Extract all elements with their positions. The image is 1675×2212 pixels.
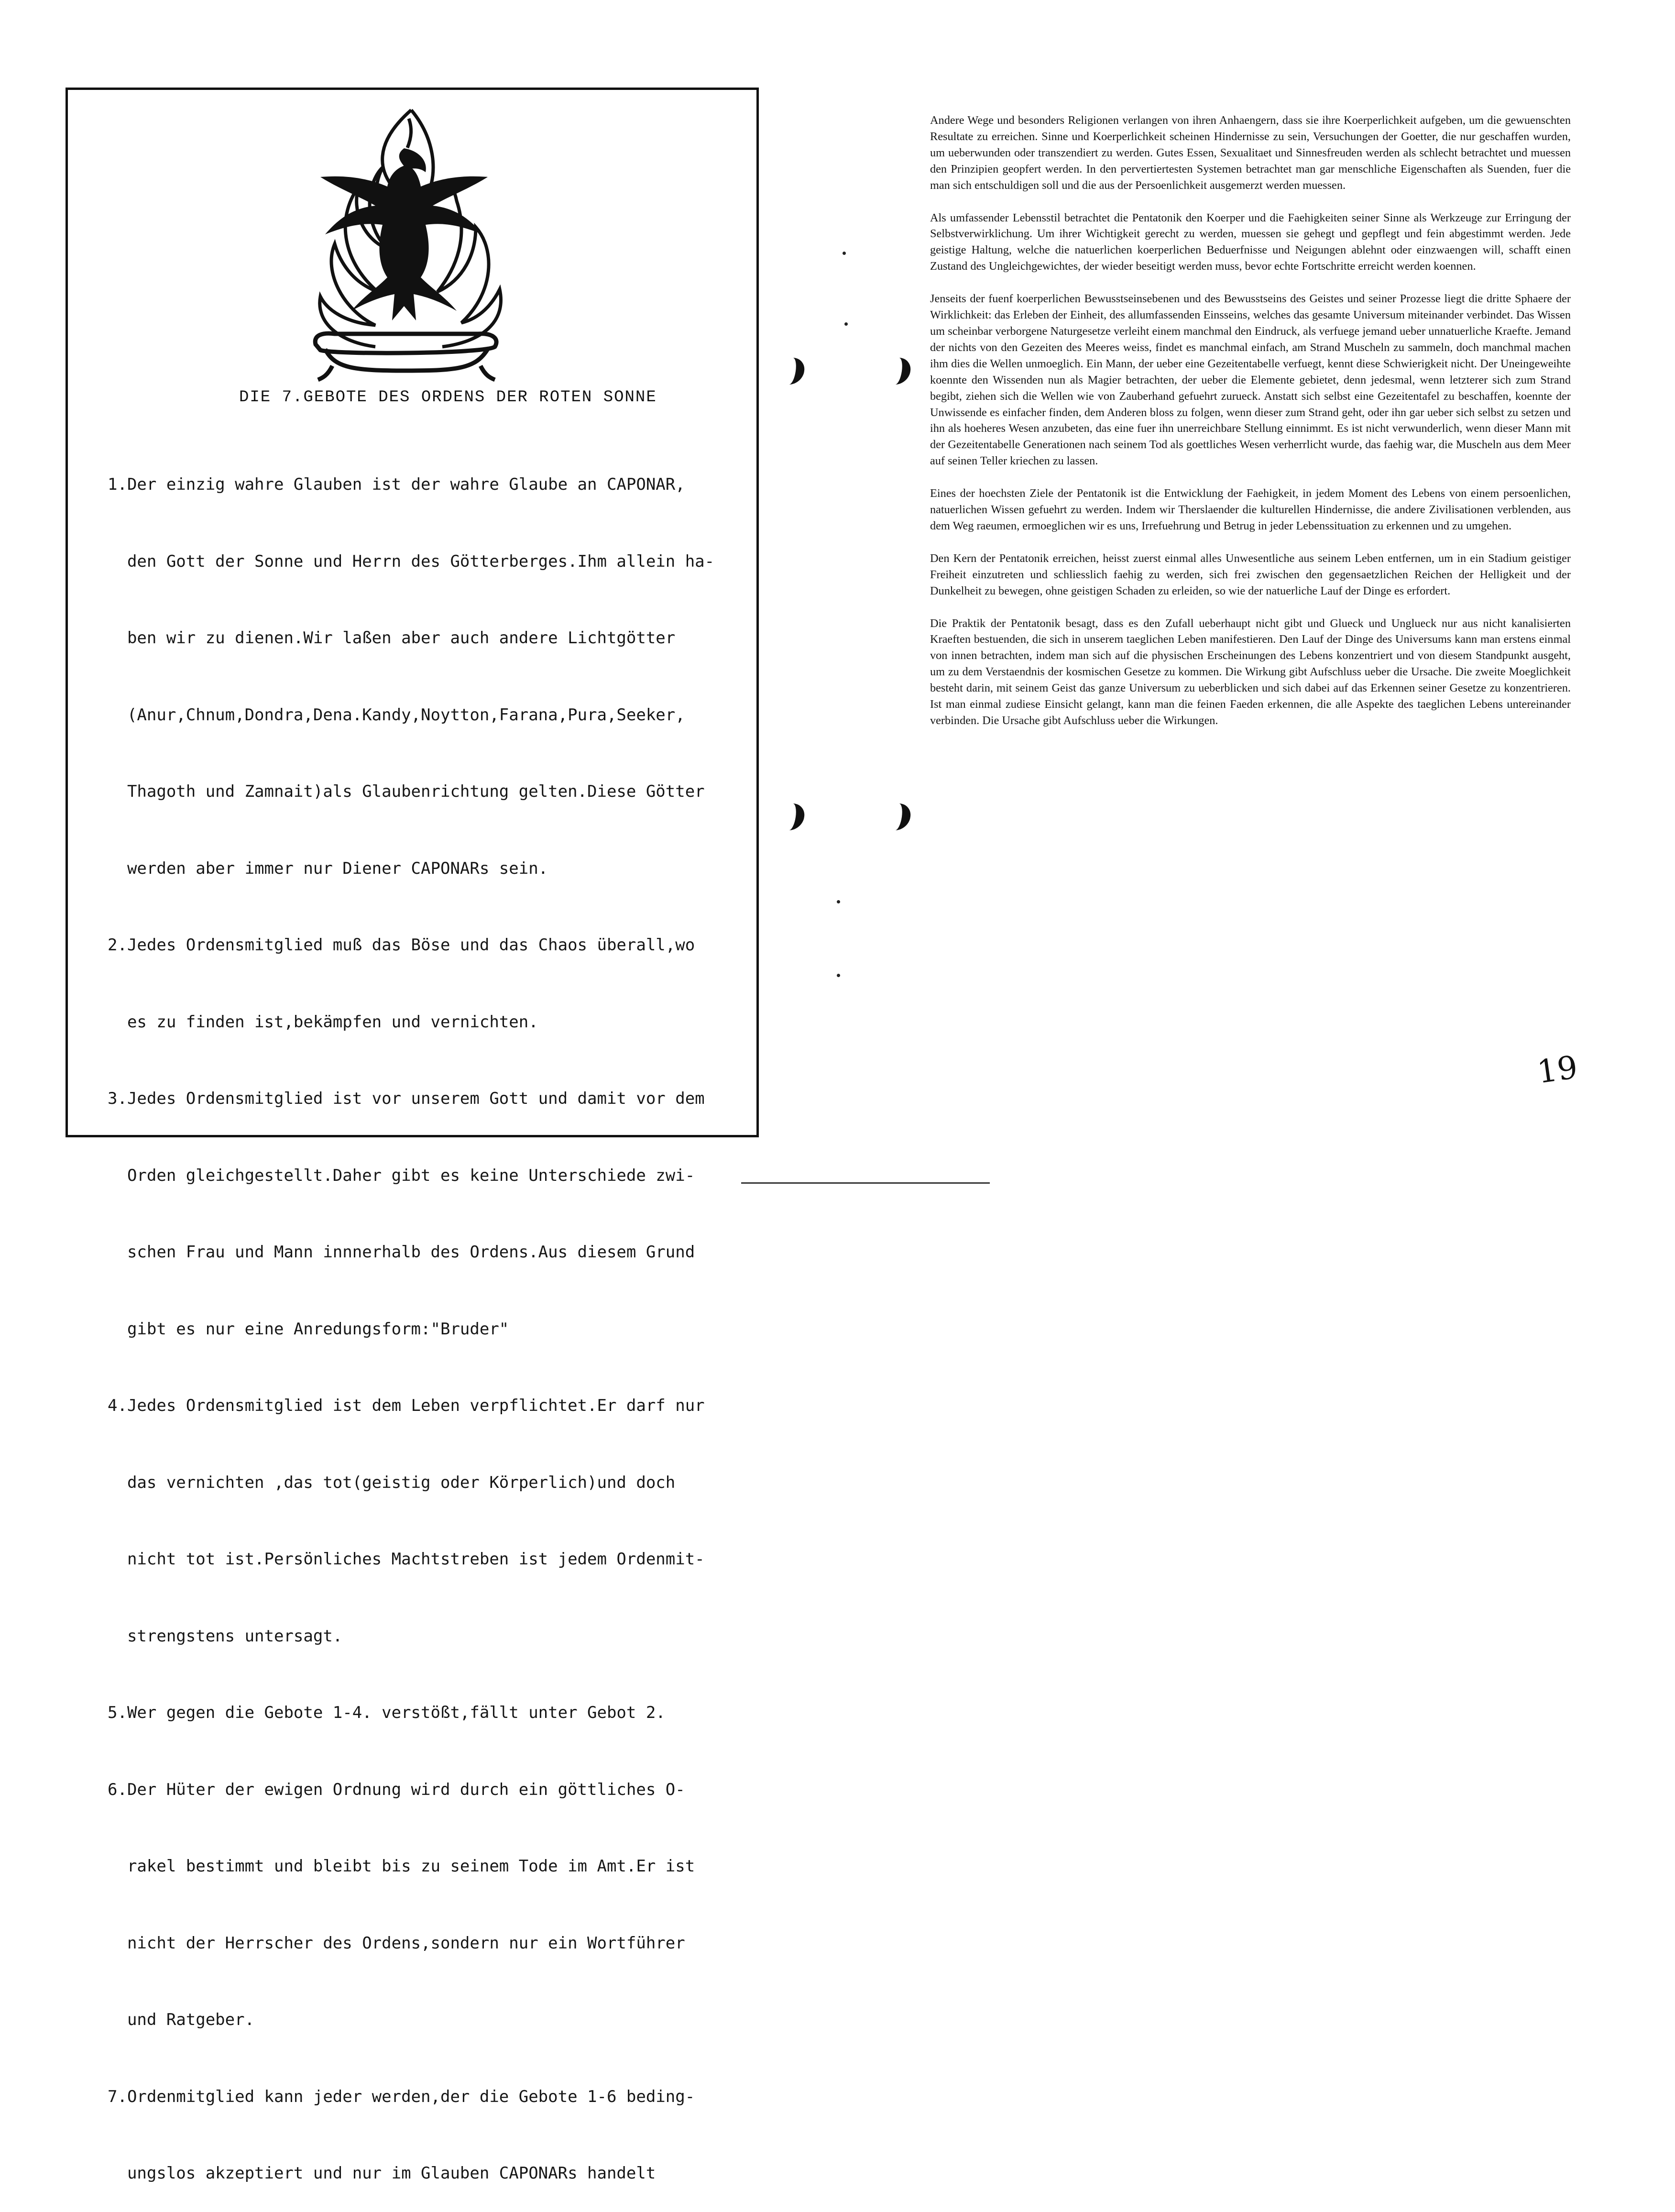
left-title: DIE 7.GEBOTE DES ORDENS DER ROTEN SONNE bbox=[239, 388, 657, 407]
rule-line: nicht der Herrscher des Ordens,sondern nur ein Wortführer bbox=[108, 1933, 685, 1953]
scan-speck bbox=[837, 974, 840, 977]
rule-line: 7.Ordenmitglied kann jeder werden,der die Gebote 1-6 beding- bbox=[108, 2087, 695, 2106]
rule-line: es zu finden ist,bekämpfen und vernichten. bbox=[108, 1012, 538, 1032]
binding-hole-mark bbox=[884, 803, 912, 830]
rule-line: nicht tot ist.Persönliches Machtstreben ist jedem Ordenmit- bbox=[108, 1550, 705, 1569]
binding-hole-mark bbox=[884, 358, 912, 385]
rule-line: Orden gleichgestellt.Daher gibt es keine Unterschiede zwi- bbox=[108, 1166, 695, 1185]
rule-line: 6.Der Hüter der ewigen Ordnung wird durch ein göttliches O- bbox=[108, 1780, 685, 1799]
paragraph: Die Praktik der Pentatonik besagt, dass es den Zufall ueberhaupt nicht gibt und Glueck und Unglueck nur aus nicht kanalisierten Kraeften bestuenden, die sich in unserem taeglichen Leben manifestieren. Den Lauf der Dinge des Universums kann man erstens einmal von innen betrachten, indem man sich auf die physischen Erscheinungen des Lebens konzentriert und von diesem Standpunkt ausgeht, um zu dem Verstaendnis der kosmischen Gesetze zu kommen. Die Wirkung gibt Aufschluss ueber die Ursache. Die zweite Moeglichkeit besteht darin, mit seinem Geist das ganze Universum zu ueberblicken und sich dabei auf das Erkennen seiner Gesetze zu konzentrieren. Ist man einmal zudiese Einsicht gelangt, kann man die feinen Faeden erkennen, die alle Aspekte des taeglichen Lebens untereinander verbinden. Die Ursache gibt Aufschluss ueber die Wirkungen. bbox=[930, 616, 1571, 727]
paragraph: Als umfassender Lebensstil betrachtet die Pentatonik den Koerper und die Faehigkeiten seiner Sinne als Werkzeuge zur Erringung der Selbstverwirklichung. Um ihrer Wichtigkeit gerecht zu werden, muessen sie gehegt und gepflegt und fein abgestimmt werden. Jede geistige Haltung, welche die natuerlichen koerperlichen Beduerfnisse und Neigungen ablehnt oder einzwaengen will, schafft einen Zustand des Ungleichgewichtes, der wieder beseitigt werden muss, bevor echte Fortschritte erreicht werden koennen. bbox=[930, 211, 1571, 273]
rule-line: werden aber immer nur Diener CAPONARs sein. bbox=[108, 858, 548, 878]
binding-hole-mark bbox=[777, 358, 806, 385]
binding-hole-mark bbox=[777, 803, 806, 830]
scan-speck bbox=[837, 900, 840, 903]
red-sun-eagle-emblem bbox=[306, 105, 507, 383]
rule-line: ungslos akzeptiert und nur im Glauben CAPONARs handelt bbox=[108, 2164, 656, 2183]
scan-bottom-line bbox=[741, 1182, 990, 1184]
rule-line: (Anur,Chnum,Dondra,Dena.Kandy,Noytton,Farana,Pura,Seeker, bbox=[108, 705, 685, 725]
rule-line: 2.Jedes Ordensmitglied muß das Böse und das Chaos überall,wo bbox=[108, 935, 695, 955]
crest bbox=[407, 119, 411, 148]
rule-line: 1.Der einzig wahre Glauben ist der wahre Glaube an CAPONAR, bbox=[108, 475, 685, 494]
page-number: 19 bbox=[1535, 1048, 1580, 1091]
rule-line: den Gott der Sonne und Herrn des Götterberges.Ihm allein ha- bbox=[108, 551, 715, 571]
paragraph: Jenseits der fuenf koerperlichen Bewusstseinsebenen und des Bewusstseins des Geistes und seiner Prozesse liegt die dritte Sphaere der Wirklichkeit: das Erleben der Einheit, des allumfassenden Einsseins, welches das gesamte Universum miteinander verbindet. Das Wissen um scheinbar verborgene Naturgesetze verleiht einem manchmal den Eindruck, als verfuege jemand ueber unnatuerliche Kraefte. Jemand der nichts von den Gezeiten des Meeres weiss, findet es manchmal einfach, am Strand Muscheln zu sammeln, doch manchmal machen ihm dies die Wellen unmoeglich. Ein Mann, der ueber eine Gezeitentabelle verfuegt, kennt diese Schwierigkeit nicht. Der Uneingeweihte koennte den Wissenden nun als Magier betrachten, der ueber die Elemente gebietet, denn jedesmal, wenn letzterer sich zum Strand begibt, ziehen sich die Wellen wie von Zauberhand gefuehrt zurueck. Anstatt sich selbst eine Gezeitentafel zu beschaffen, koennte der Unwissende es einfacher finden, dem Anderen bloss zu folgen, wenn dieser zum Strand geht, oder ihn gar ueber sich selbst zu setzen und ihn als hoeheres Wesen anzubeten, das eine fuer ihn unerreichbare Stellung einnimmt. Es ist nicht verwunderlich, wenn dieser Mann mit der Gezeitentabelle Generationen nach seinem Tod als goettliches Wesen verherrlicht wurde, das faehig war, die Muscheln aus dem Meer auf seinen Teller kriechen zu lassen. bbox=[930, 292, 1571, 468]
rule-line: strengstens untersagt. bbox=[108, 1626, 343, 1646]
rule-line: Thagoth und Zamnait)als Glaubenrichtung gelten.Diese Götter bbox=[108, 782, 705, 801]
rule-line: gibt es nur eine Anredungsform:"Bruder" bbox=[108, 1319, 509, 1339]
paragraph: Eines der hoechsten Ziele der Pentatonik ist die Entwicklung der Faehigkeit, in jedem Moment des Lebens von einem persoenlichen, natuerlichen Wissen gefuehrt zu werden. Indem wir Therslaender die kulturellen Hindernisse, die andere Zivilisationen verblenden, aus dem Weg raeumen, ermoeglichen wir es uns, Irrefuehrung und Betrug in jeder Lebenssituation zu erkennen und zu umgehen. bbox=[930, 487, 1571, 532]
rule-line: schen Frau und Mann innnerhalb des Ordens.Aus diesem Grund bbox=[108, 1243, 695, 1262]
rule-line: 4.Jedes Ordensmitglied ist dem Leben verpflichtet.Er darf nur bbox=[108, 1396, 705, 1415]
scan-speck bbox=[844, 322, 848, 326]
rules-list bbox=[108, 421, 767, 2212]
rule-line: 3.Jedes Ordensmitglied ist vor unserem Gott und damit vor dem bbox=[108, 1089, 705, 1108]
rule-line: 5.Wer gegen die Gebote 1-4. verstößt,fällt unter Gebot 2. bbox=[108, 1703, 666, 1722]
right-text-column bbox=[930, 112, 1571, 745]
rule-line: und Ratgeber. bbox=[108, 2010, 255, 2029]
paragraph: Andere Wege und besonders Religionen verlangen von ihren Anhaengern, dass sie ihre Koerperlichkeit aufgeben, um die gewuenschten Resultate zu erreichen. Sinne und Koerperlichkeit scheinen Hindernisse zu sein, Versuchungen der Goetter, die nur geschaffen wurden, um ueberwunden oder transzendiert zu werden. Gutes Essen, Sexualitaet und Sinnesfreuden werden als schlecht betrachtet und muessen den Prinzipien geopfert werden. In den pervertiertesten Systemen betrachtet man gar menschliche Eigenschaften als Suenden, fuer die man sich entschuldigen soll und die aus der Persoenlichkeit ausgemerzt werden muessen. bbox=[930, 114, 1571, 192]
rule-line: rakel bestimmt und bleibt bis zu seinem Tode im Amt.Er ist bbox=[108, 1857, 695, 1876]
paragraph: Den Kern der Pentatonik erreichen, heisst zuerst einmal alles Unwesentliche aus seinem Leben entfernen, um in ein Stadium geistiger Freiheit einzutreten und schliesslich faehig zu werden, sich frei zwischen den gegensaetzlichen Reichen der Helligkeit und der Dunkelheit zu bewegen, ohne geistigen Schaden zu erleiden, so wie der natuerliche Lauf der Dinge es erfordert. bbox=[930, 551, 1571, 597]
rule-line: ben wir zu dienen.Wir laßen aber auch andere Lichtgötter bbox=[108, 628, 676, 648]
rule-line: das vernichten ,das tot(geistig oder Körperlich)und doch bbox=[108, 1473, 676, 1492]
scan-speck bbox=[843, 252, 846, 255]
